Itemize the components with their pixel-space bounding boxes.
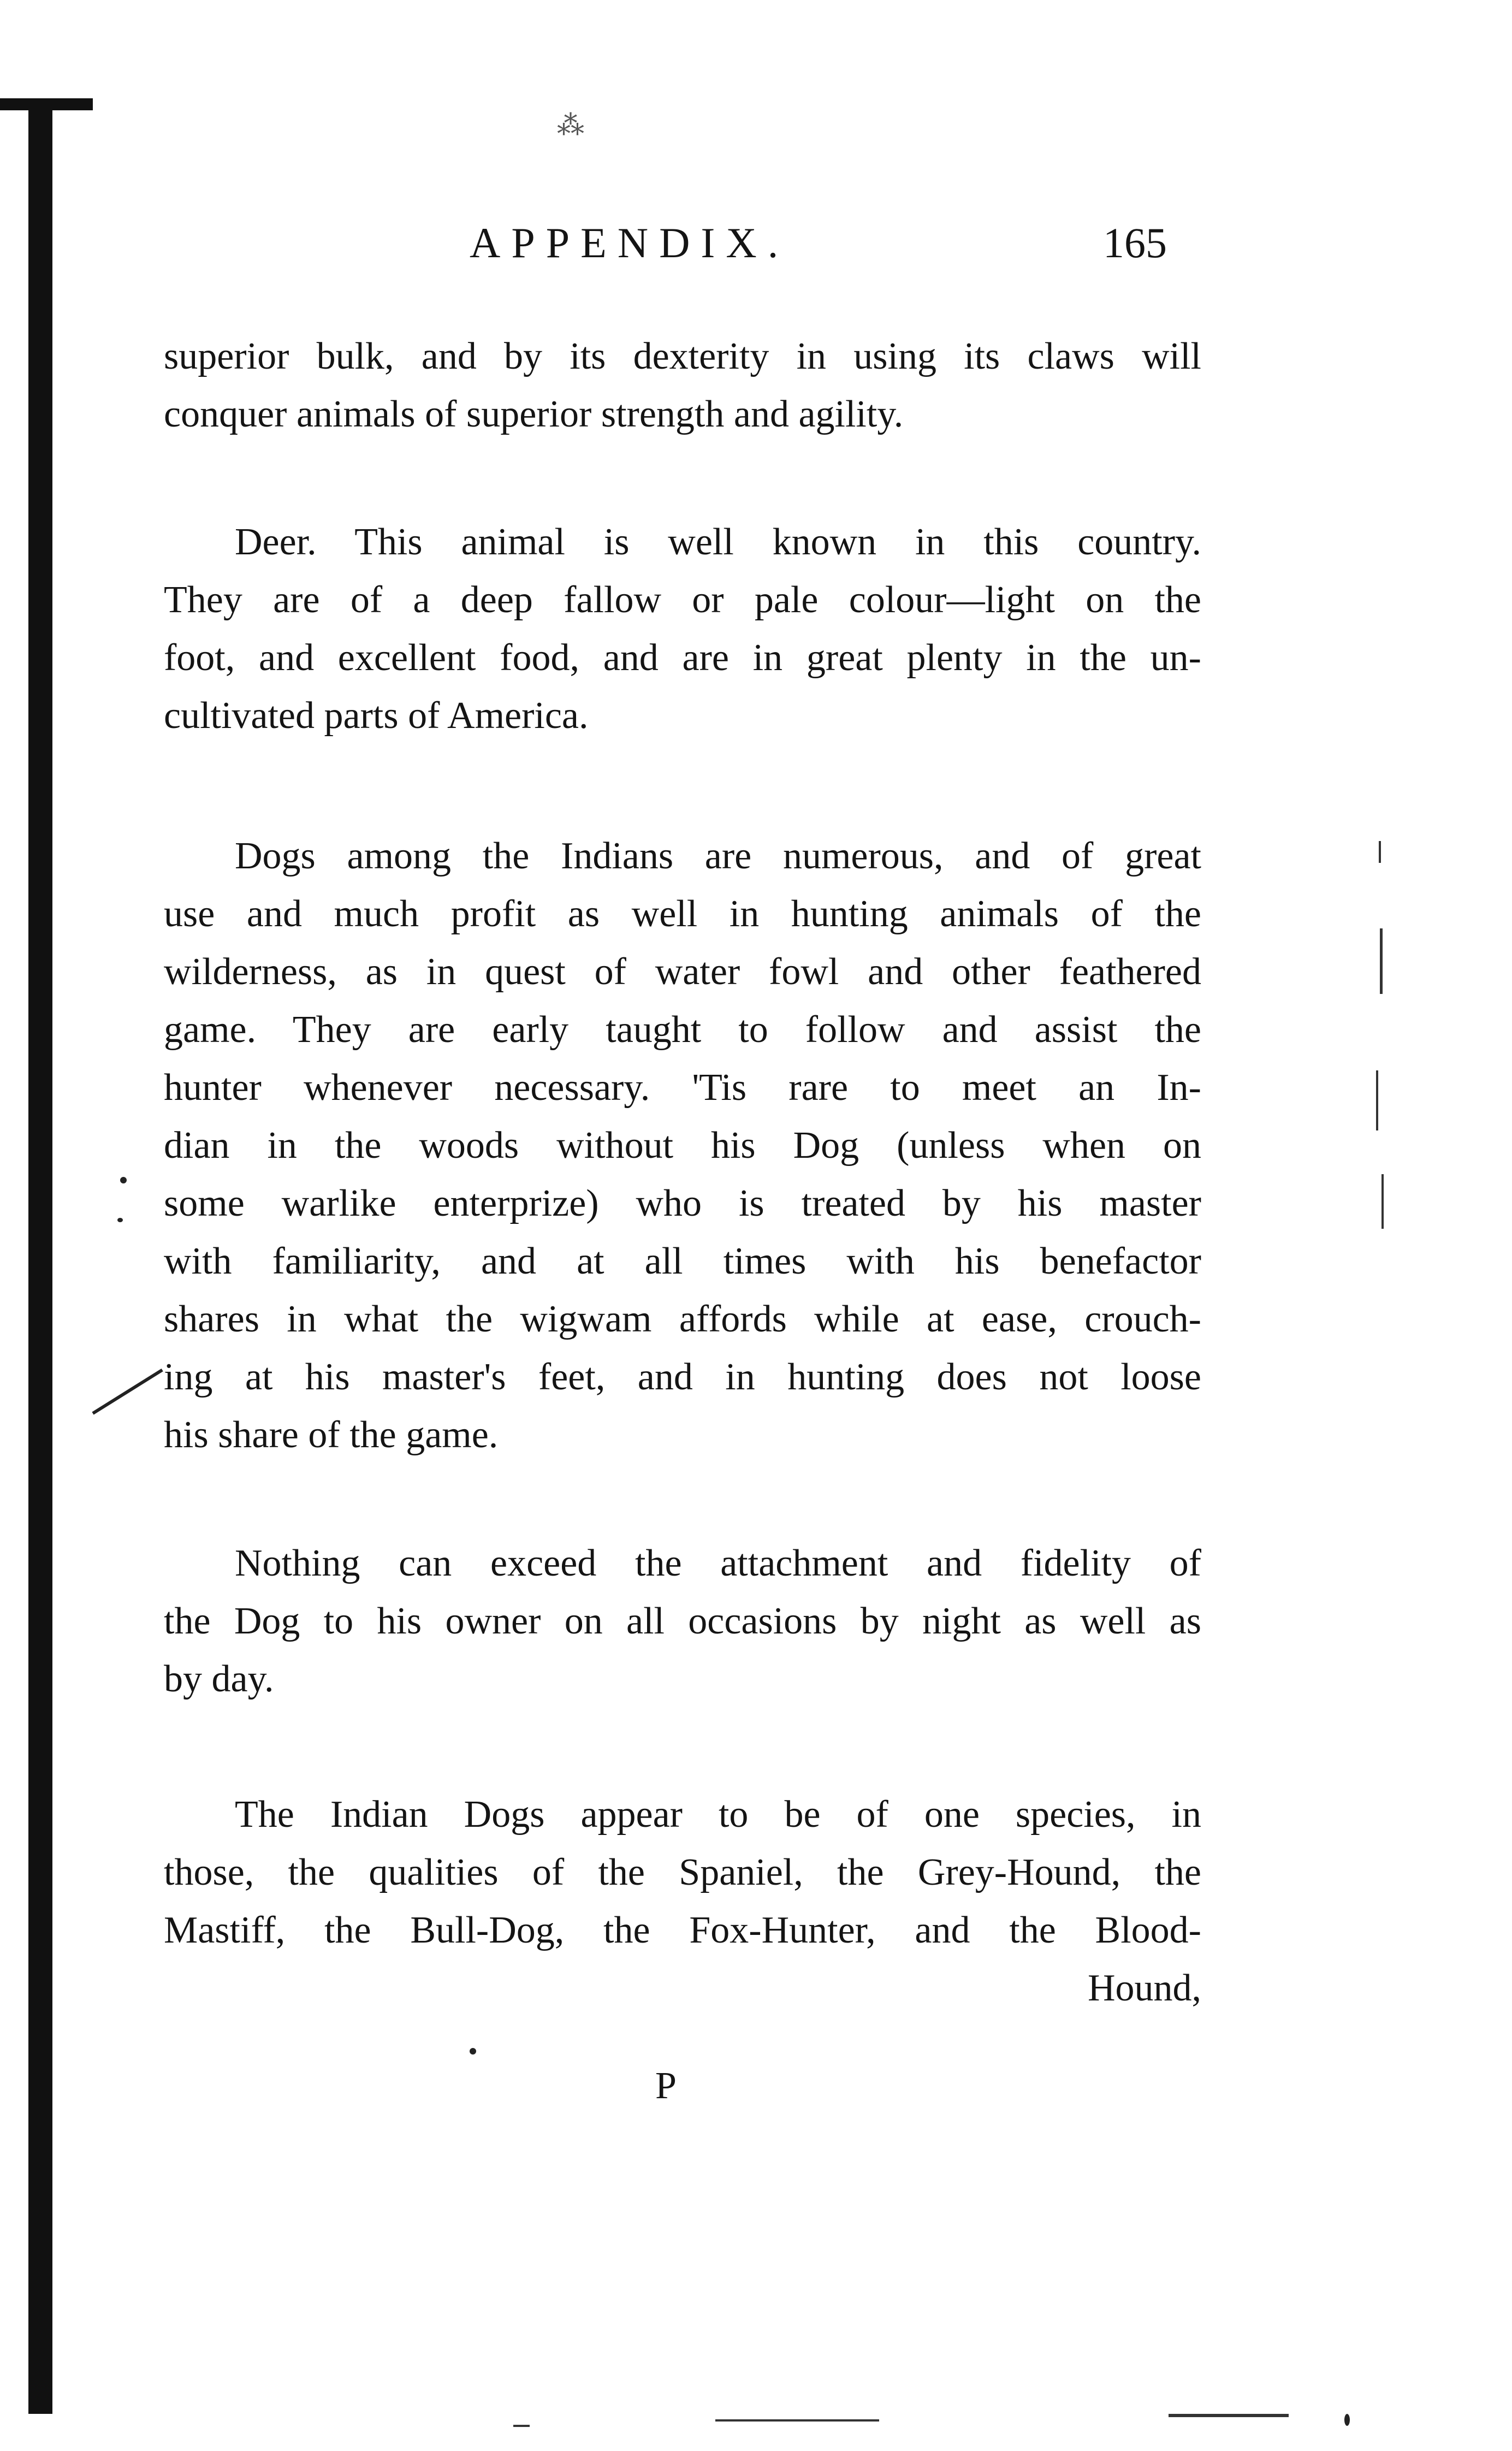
text-line: wilderness, as in quest of water fowl and other feathered [164,951,1201,993]
text-line: foot, and excellent food, and are in great plenty in the un- [164,637,1201,679]
text-line: Dogs among the Indians are numerous, and of great [235,835,1201,877]
paragraph-fidelity [164,1535,1201,1708]
text-line: ing at his master's feet, and in hunting does not loose [164,1356,1201,1398]
text-line: conquer animals of superior strength and agility. [164,393,904,435]
running-head: APPENDIX. [470,219,790,267]
paragraph-continuation [164,328,1201,443]
margin-mark [1169,2414,1289,2417]
header-ornament: ⁂ [557,110,584,140]
page-number: 165 [1103,219,1167,267]
text-line: game. They are early taught to follow and assist the [164,1009,1201,1051]
binding-edge [28,98,52,2414]
ink-speck [117,1218,123,1222]
text-line: those, the qualities of the Spaniel, the Grey-Hound, the [164,1851,1201,1893]
margin-pen-stroke [92,1369,163,1415]
text-line: superior bulk, and by its dexterity in using its claws will [164,335,1201,377]
text-line: Mastiff, the Bull-Dog, the Fox-Hunter, and the Blood- [164,1909,1201,1951]
margin-mark [513,2425,530,2427]
text-line: some warlike enterprize) who is treated by his master [164,1182,1201,1224]
binding-edge-cap [0,98,93,110]
margin-mark [1376,1070,1378,1130]
paragraph-dogs [164,827,1201,1464]
margin-mark [1379,841,1381,863]
text-line: Deer. This animal is well known in this country. [235,521,1201,563]
margin-mark [715,2419,879,2422]
text-line: his share of the game. [164,1414,499,1456]
text-line: The Indian Dogs appear to be of one species, in [235,1793,1201,1836]
text-line: Nothing can exceed the attachment and fidelity of [235,1542,1201,1584]
catchword: Hound, [1087,1967,1201,2009]
text-line: with familiarity, and at all times with his benefactor [164,1240,1201,1282]
margin-mark [1380,928,1383,994]
text-line: the Dog to his owner on all occasions by night as well as [164,1600,1201,1642]
text-line: They are of a deep fallow or pale colour—light on the [164,579,1201,621]
text-line: by day. [164,1658,274,1700]
text-line: dian in the woods without his Dog (unless when on [164,1124,1201,1167]
ink-speck [1344,2414,1350,2426]
paragraph-deer [164,513,1201,745]
text-line: shares in what the wigwam affords while at ease, crouch- [164,1298,1201,1340]
text-line: use and much profit as well in hunting animals of the [164,893,1201,935]
text-line: hunter whenever necessary. 'Tis rare to meet an In- [164,1067,1201,1109]
ink-speck [120,1177,127,1183]
ink-speck [470,2048,476,2055]
margin-mark [1381,1174,1384,1229]
text-line: cultivated parts of America. [164,695,589,737]
paragraph-indian-dogs [164,1786,1201,2017]
signature-mark: P [655,2065,677,2107]
